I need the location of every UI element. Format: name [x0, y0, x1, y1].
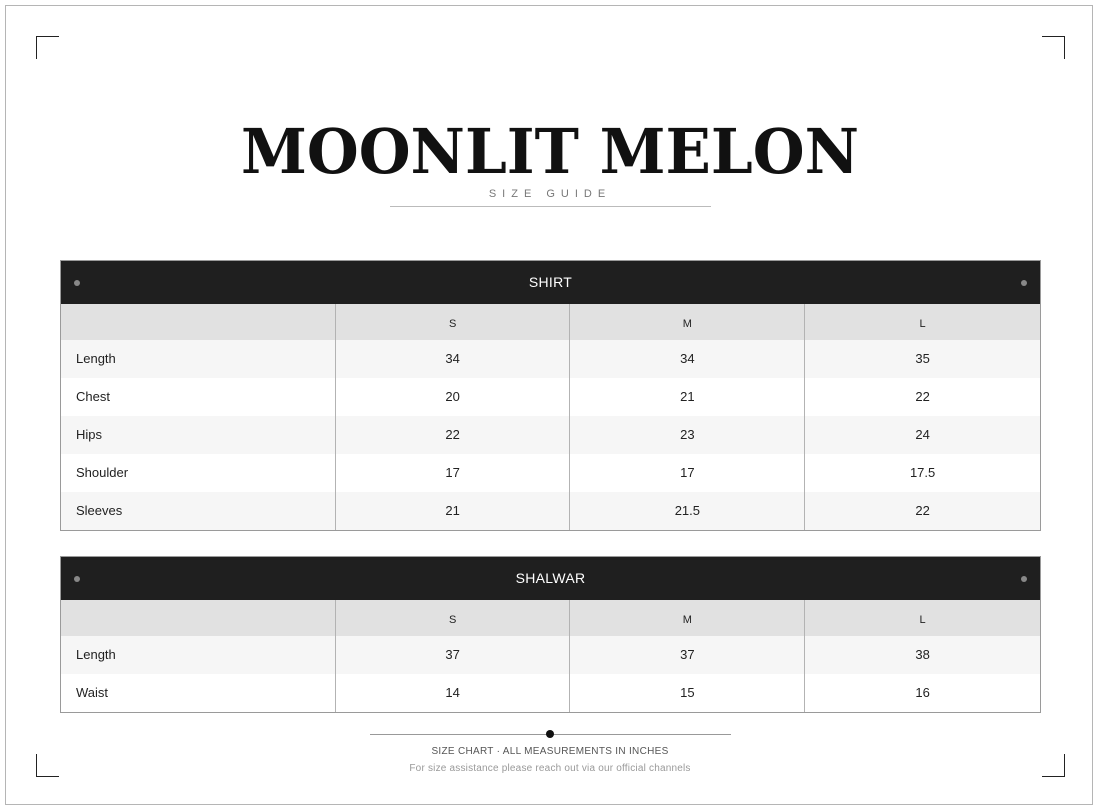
table-row: [61, 340, 1040, 378]
table-cell: 16: [804, 674, 1040, 712]
shalwar-column-header-row: [61, 600, 1040, 636]
column-header-m: M: [569, 600, 804, 636]
row-label: Length: [76, 647, 116, 662]
table-cell: 38: [804, 636, 1040, 674]
table-cell: 17: [569, 454, 804, 492]
row-label: Hips: [76, 427, 103, 442]
row-label: Chest: [76, 389, 110, 404]
table-cell: 37: [569, 636, 804, 674]
table-cell: 21: [335, 492, 570, 530]
divider-dot-icon: [546, 730, 554, 738]
corner-mark-top-left: [36, 36, 59, 59]
column-header-blank: [61, 600, 335, 636]
table-cell: 15: [569, 674, 804, 712]
table-cell: 17: [335, 454, 570, 492]
subtitle-divider: [390, 206, 711, 207]
shalwar-table-header: [61, 557, 1040, 600]
column-header-m: M: [569, 304, 804, 340]
table-cell: 23: [569, 416, 804, 454]
table-cell: 34: [569, 340, 804, 378]
column-header-s: S: [335, 600, 570, 636]
table-row: [61, 674, 1040, 712]
table-row: [61, 492, 1040, 530]
row-label: Shoulder: [76, 465, 129, 480]
table-row: [61, 378, 1040, 416]
table-row: [61, 454, 1040, 492]
table-cell: 35: [804, 340, 1040, 378]
bullet-icon: [1021, 576, 1027, 582]
table-cell: 37: [335, 636, 570, 674]
shirt-column-header-row: [61, 304, 1040, 340]
table-cell: 24: [804, 416, 1040, 454]
bullet-icon: [1021, 280, 1027, 286]
column-header-s: S: [335, 304, 570, 340]
footer-note: SIZE CHART · ALL MEASUREMENTS IN INCHES: [431, 746, 669, 757]
page-subtitle: SIZE GUIDE: [488, 188, 612, 200]
table-cell: 22: [335, 416, 570, 454]
bullet-icon: [74, 280, 80, 286]
column-header-l: L: [804, 600, 1040, 636]
column-header-l: L: [804, 304, 1040, 340]
row-label: Waist: [76, 685, 109, 700]
column-header-blank: [61, 304, 335, 340]
shalwar-table-title: SHALWAR: [515, 570, 586, 586]
shirt-size-table: [60, 260, 1041, 531]
brand-title: MOONLIT MELON: [240, 115, 860, 188]
shirt-table-title: SHIRT: [528, 274, 573, 290]
table-cell: 34: [335, 340, 570, 378]
table-cell: 14: [335, 674, 570, 712]
table-cell: 17.5: [804, 454, 1040, 492]
table-cell: 20: [335, 378, 570, 416]
table-cell: 22: [804, 492, 1040, 530]
shalwar-size-table: [60, 556, 1041, 713]
table-cell: 22: [804, 378, 1040, 416]
shirt-table-header: [61, 261, 1040, 304]
table-cell: 21.5: [569, 492, 804, 530]
table-row: [61, 636, 1040, 674]
footer-assistance-text: For size assistance please reach out via our official channels: [409, 763, 691, 774]
table-cell: 21: [569, 378, 804, 416]
bullet-icon: [74, 576, 80, 582]
corner-mark-top-right: [1042, 36, 1065, 59]
table-row: [61, 416, 1040, 454]
row-label: Length: [76, 351, 116, 366]
row-label: Sleeves: [76, 503, 123, 518]
